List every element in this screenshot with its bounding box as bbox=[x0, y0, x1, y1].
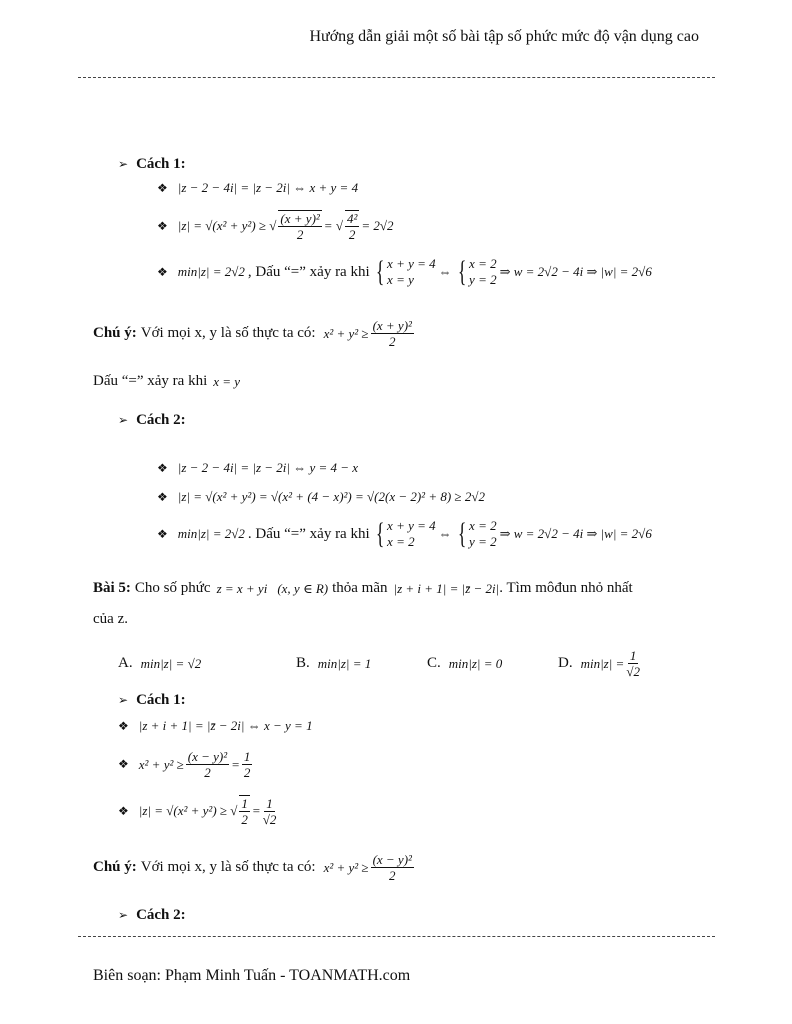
cach1-heading: Cách 1: bbox=[136, 156, 186, 172]
bai5-line2: của z. bbox=[93, 611, 128, 627]
note1-den: 2 bbox=[389, 334, 396, 349]
option-d-den: √2 bbox=[626, 664, 640, 679]
four-diamond-bullet-icon: ❖ bbox=[157, 180, 168, 195]
bai5-text1: Cho số phức bbox=[134, 580, 211, 596]
four-diamond-bullet-icon: ❖ bbox=[157, 489, 168, 504]
cach1b-heading: Cách 1: bbox=[136, 692, 186, 708]
s3-line2 bbox=[118, 749, 254, 780]
s2-equality-text: . Dấu “=” xảy ra khi bbox=[247, 525, 370, 542]
bai5-math1: z = x + yi bbox=[216, 580, 268, 596]
arrowhead-bullet-icon: ➢ bbox=[118, 157, 129, 171]
s2-line3: ❖ min|z| = 2√2 . Dấu “=” xảy ra khi { x + y = 4 x = 2 ⇔ { x = 2 y = 2 ⇒ w = 2√2 − 4i ⇒ |w| = 2√6 bbox=[157, 517, 652, 550]
s3-line3 bbox=[118, 795, 278, 827]
note2-text: Với mọi x, y là số thực ta có: bbox=[140, 859, 316, 875]
s1-eq2-den2: 2 bbox=[348, 227, 356, 242]
option-d-label: D. bbox=[558, 655, 573, 671]
option-d-frac bbox=[626, 648, 640, 679]
s2-system1: { x + y = 4 x = 2 bbox=[375, 517, 436, 550]
cach2b-heading-row bbox=[118, 907, 186, 924]
note1-eq-text: Dấu “=” xảy ra khi bbox=[93, 373, 208, 389]
s3-den1: 2 bbox=[204, 765, 211, 780]
s1-sys2-eq1: x = 2 bbox=[469, 256, 497, 271]
s3-l3-num1: 1 bbox=[241, 796, 248, 811]
option-a-label: A. bbox=[118, 655, 133, 671]
four-diamond-bullet-icon: ❖ bbox=[118, 803, 129, 818]
option-b-math: min|z| = 1 bbox=[317, 655, 372, 671]
s1-eq2-frac1 bbox=[278, 210, 321, 242]
note1-text: Với mọi x, y là số thực ta có: bbox=[140, 325, 316, 341]
s3-num2: 1 bbox=[243, 749, 251, 764]
s1-system2: { x = 2 y = 2 bbox=[457, 255, 497, 288]
s3-frac1 bbox=[186, 749, 229, 780]
s3-l3-frac2 bbox=[263, 796, 277, 827]
s3-line1 bbox=[118, 718, 313, 734]
note2-row bbox=[93, 852, 416, 883]
bai5-text2: thỏa mãn bbox=[332, 580, 388, 596]
bai5-row bbox=[93, 580, 633, 597]
page-footer-text: Biên soạn: Phạm Minh Tuấn - TOANMATH.com bbox=[93, 967, 411, 984]
s3-l3-frac1 bbox=[239, 795, 250, 827]
arrowhead-bullet-icon: ➢ bbox=[118, 908, 129, 922]
s3-l3-lhs: |z| = √(x² + y²) ≥ √ bbox=[138, 803, 238, 818]
s1-line1 bbox=[157, 180, 358, 196]
s2-eq1: |z − 2 − 4i| = |z − 2i| ⇔ y = 4 − x bbox=[177, 460, 359, 475]
s1-sys1-eq1: x + y = 4 bbox=[387, 256, 436, 271]
header-divider bbox=[78, 77, 715, 78]
bai5-label: Bài 5: bbox=[93, 580, 131, 596]
s1-eq2-b: = √ bbox=[323, 218, 343, 233]
note1-lhs: x² + y² ≥ bbox=[323, 325, 369, 341]
arrowhead-bullet-icon: ➢ bbox=[118, 413, 129, 427]
option-b-label: B. bbox=[296, 655, 310, 671]
four-diamond-bullet-icon: ❖ bbox=[157, 264, 168, 279]
s3-l3-eq: = bbox=[251, 803, 261, 818]
option-c bbox=[427, 655, 502, 672]
s1-sys2-eq2: y = 2 bbox=[469, 272, 497, 287]
s3-den2: 2 bbox=[243, 765, 251, 780]
s1-eq2-num2: 4² bbox=[346, 211, 358, 226]
s3-eq1: |z + i + 1| = |z̄ − 2i| ⇔ x − y = 1 bbox=[138, 718, 313, 733]
s2-sys1-eq1: x + y = 4 bbox=[387, 518, 436, 533]
s2-line2 bbox=[157, 489, 485, 505]
note1-num: (x + y)² bbox=[372, 318, 412, 333]
s1-line3: ❖ min|z| = 2√2 , Dấu “=” xảy ra khi { x + y = 4 x = y ⇔ { x = 2 y = 2 ⇒ w = 2√2 − 4i ⇒ |w| = 2√6 bbox=[157, 255, 652, 288]
s3-num1: (x − y)² bbox=[187, 749, 228, 764]
option-c-math: min|z| = 0 bbox=[448, 655, 503, 671]
cach2-heading-row bbox=[118, 412, 186, 429]
note2-frac bbox=[371, 852, 414, 883]
option-c-label: C. bbox=[427, 655, 441, 671]
footer-divider bbox=[78, 936, 715, 937]
note1-eq-math: x = y bbox=[213, 373, 241, 389]
four-diamond-bullet-icon: ❖ bbox=[118, 757, 129, 771]
four-diamond-bullet-icon: ❖ bbox=[157, 218, 168, 233]
s1-line2 bbox=[157, 210, 394, 242]
s2-eq2: |z| = √(x² + y²) = √(x² + (4 − x)²) = √(2(x − 2)² + 8) ≥ 2√2 bbox=[177, 489, 485, 504]
option-d bbox=[558, 648, 642, 679]
note2-label: Chú ý: bbox=[93, 859, 137, 875]
s3-frac2 bbox=[242, 749, 253, 780]
s1-result: ⇒ w = 2√2 − 4i ⇒ |w| = 2√6 bbox=[499, 264, 652, 279]
s3-l3-den2: √2 bbox=[262, 811, 277, 827]
four-diamond-bullet-icon: ❖ bbox=[157, 460, 168, 475]
bai5-text3: . Tìm môđun nhỏ nhất bbox=[499, 580, 633, 596]
s3-l3-den1: 2 bbox=[241, 812, 248, 827]
s1-equality-text: , Dấu “=” xảy ra khi bbox=[247, 263, 370, 280]
cach2b-heading: Cách 2: bbox=[136, 907, 186, 923]
cach2-heading: Cách 2: bbox=[136, 412, 186, 428]
bai5-math2: (x, y ∈ R) bbox=[277, 580, 329, 596]
option-b bbox=[296, 655, 371, 672]
s3-l3-num2: 1 bbox=[266, 795, 273, 811]
s1-system1: { x + y = 4 x = y bbox=[375, 255, 436, 288]
option-d-lhs: min|z| = bbox=[580, 655, 625, 671]
option-a-math: min|z| = √2 bbox=[140, 655, 202, 671]
s2-sys2-eq2: y = 2 bbox=[469, 534, 497, 549]
note2-den: 2 bbox=[389, 868, 396, 883]
s1-sys1-eq2: x = y bbox=[387, 272, 414, 287]
note2-num: (x − y)² bbox=[372, 852, 412, 867]
s3-lhs: x² + y² ≥ bbox=[138, 756, 184, 772]
four-diamond-bullet-icon: ❖ bbox=[157, 526, 168, 541]
s1-eq1: |z − 2 − 4i| = |z − 2i| ⇔ x + y = 4 bbox=[177, 180, 359, 195]
s2-system2: { x = 2 y = 2 bbox=[457, 517, 497, 550]
option-a bbox=[118, 655, 201, 672]
s1-min: min|z| = 2√2 bbox=[177, 264, 245, 279]
option-d-num: 1 bbox=[629, 648, 637, 663]
s1-eq2-den1: 2 bbox=[296, 227, 304, 242]
bai5-math3: |z + i + 1| = |z̄ − 2i| bbox=[393, 580, 500, 596]
note2-lhs: x² + y² ≥ bbox=[323, 859, 369, 875]
s1-eq2-a: |z| = √(x² + y²) ≥ √ bbox=[177, 218, 277, 233]
cach1b-heading-row bbox=[118, 692, 186, 709]
s1-eq2-c: = 2√2 bbox=[361, 218, 394, 233]
note1-frac bbox=[371, 318, 414, 349]
four-diamond-bullet-icon: ❖ bbox=[118, 718, 129, 733]
cach1-heading-row bbox=[118, 156, 186, 173]
note1-equality-row bbox=[93, 373, 240, 390]
s3-eq-sign: = bbox=[231, 756, 240, 772]
s2-min: min|z| = 2√2 bbox=[177, 526, 245, 541]
s1-eq2-frac2 bbox=[345, 210, 359, 242]
s2-sys1-eq2: x = 2 bbox=[387, 534, 415, 549]
arrowhead-bullet-icon: ➢ bbox=[118, 693, 129, 707]
s1-eq2-num1: (x + y)² bbox=[280, 211, 320, 226]
note1-row bbox=[93, 318, 416, 349]
page-header-title: Hướng dẫn giải một số bài tập số phức mức độ vận dụng cao bbox=[309, 28, 699, 45]
s2-sys2-eq1: x = 2 bbox=[469, 518, 497, 533]
s2-result: ⇒ w = 2√2 − 4i ⇒ |w| = 2√6 bbox=[499, 526, 652, 541]
note1-label: Chú ý: bbox=[93, 325, 137, 341]
s2-line1 bbox=[157, 460, 358, 476]
